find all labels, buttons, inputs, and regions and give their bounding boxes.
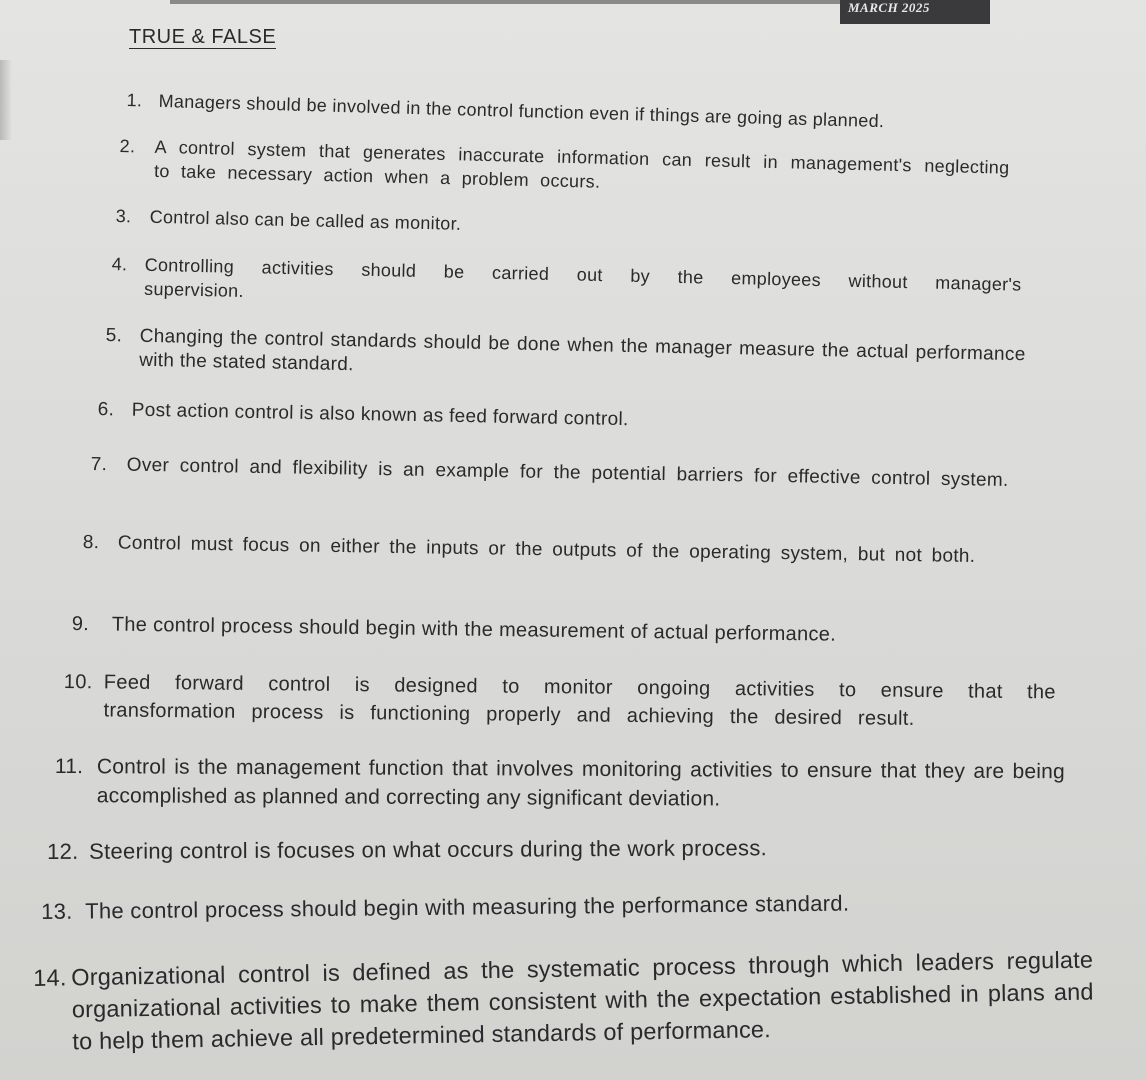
question-text: Control is the management function that involves monitoring activities to ensure that they are being accomplished as planned and correcting any significant deviation. [96,755,1065,811]
question-text: Controlling activities should be carried out by the employees without manager's supervision. [143,254,1022,301]
question-item [105,324,1026,391]
question-number: 13. [41,898,73,924]
question-item [111,252,1022,321]
question-text: Control must focus on either the inputs or the outputs of the operating system, but not both. [117,532,976,568]
question-text: A control system that generates inaccurate information can result in management's neglecting to take necessary action when a problem occurs. [153,136,1010,192]
question-number: 14. [33,964,67,991]
question-number: 10. [63,670,93,694]
question-number: 7. [90,453,108,476]
question-item [47,833,1047,866]
question-number: 4. [111,253,128,275]
question-text: Managers should be involved in the control function even if things are going as planned. [158,90,885,132]
question-number: 5. [105,324,123,347]
header-rule [170,0,870,4]
question-text: Over control and flexibility is an example for the potential barriers for effective control system. [126,454,1009,492]
question-number: 6. [97,398,115,421]
section-title: TRUE & FALSE [129,26,277,48]
question-item [33,944,1095,1058]
question-text: Organizational control is defined as the systematic process through which leaders regulate organizational activities to make them consistent with the expectation established in plans and to help them achieve all predetermined standards of performance. [71,946,1094,1055]
page-edge-shadow [0,60,12,140]
question-number: 3. [115,205,132,227]
question-item [83,530,1043,571]
question-item [41,888,1041,926]
question-item [98,398,1018,440]
question-number: 2. [119,135,136,157]
question-item [55,752,1065,815]
question-text: Steering control is focuses on what occurs during the work process. [89,835,768,864]
question-item [115,204,1015,248]
question-item [63,668,1056,734]
question-text: The control process should begin with the measurement of actual performance. [111,613,837,646]
question-text: The control process should begin with measuring the performance standard. [85,890,850,924]
question-number: 1. [126,89,143,111]
question-number: 11. [54,754,84,779]
question-text: Feed forward control is designed to monitor ongoing activities to ensure that the transformation process is functioning properly and achieving the desired result. [103,671,1056,730]
question-text: Post action control is also known as feed forward control. [131,399,629,431]
header-date: MARCH 2025 [848,0,930,15]
question-item [126,88,1006,137]
question-text: Control also can be called as monitor. [149,206,462,234]
question-item [72,611,1032,650]
question-text: Changing the control standards should be done when the manager measure the actual performance with the stated standard. [139,325,1026,376]
question-number: 12. [47,838,79,864]
question-item [119,134,1010,204]
question-number: 9. [71,612,90,636]
question-item [91,452,1036,494]
question-number: 8. [82,531,100,554]
